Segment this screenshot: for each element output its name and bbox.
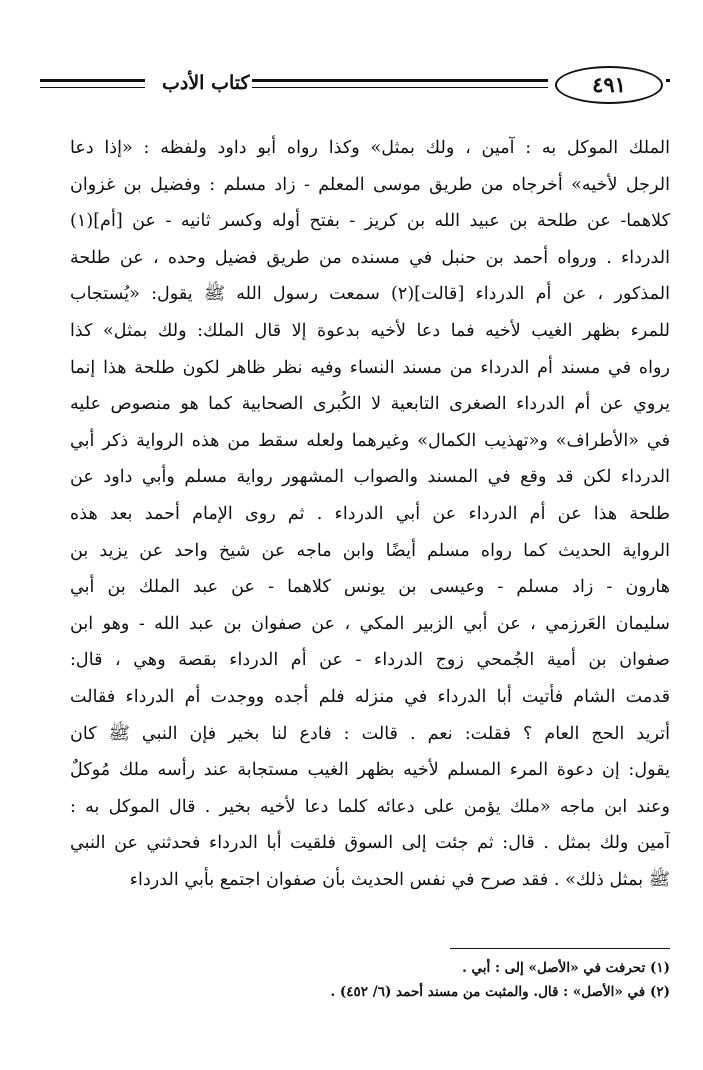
footnotes	[180, 956, 670, 1004]
text-line: طلحة هذا عن أم الدرداء عن أبي الدرداء . ثم روى الإمام أحمد بعد هذه	[70, 503, 670, 524]
text-line: قدمت الشام فأتيت أبا الدرداء في منزله فلم أجده ووجدت أم الدرداء فقالت	[70, 686, 670, 707]
text-line: ﷺ بمثل ذلك» . فقد صرح في نفس الحديث بأن صفوان اجتمع بأبي الدرداء	[129, 869, 670, 890]
header-rule-middle	[252, 79, 548, 82]
text-line: كلاهما- عن طلحة بن عبيد الله بن كريز - بفتح أوله وكسر ثانيه - عن [أم](١)	[70, 211, 670, 232]
text-line: للمرء بظهر الغيب لأخيه فما دعا لأخيه بدعوة إلا قال الملك: ولك بمثل» كذا	[70, 320, 670, 341]
text-line: الدرداء لكن قد وقع في المسند والصواب المشهور رواية مسلم وأبي داود عن	[70, 467, 670, 488]
header-rule-right	[666, 79, 670, 82]
text-line: هارون - زاد مسلم - وعيسى بن يونس كلاهما - عن عبد الملك بن أبي	[70, 577, 670, 598]
footnote: (١) تحرفت في «الأصل» إلى : أبي .	[462, 960, 670, 976]
text-line: صفوان بن أمية الجُمحي زوج الدرداء - عن أم الدرداء بقصة وهي ، قال:	[70, 650, 670, 671]
text-line: المذكور ، عن أم الدرداء [قالت](٢) سمعت رسول الله ﷺ يقول: «يُستجاب	[70, 284, 670, 305]
text-line: يروي عن أم الدرداء الصغرى التابعية لا الكُبرى الصحابية كما هو منصوص عليه	[70, 394, 670, 415]
text-line: الرجل لأخيه» أخرجاه من طريق موسى المعلم - زاد مسلم : وفضيل بن غزوان	[70, 174, 670, 195]
text-line: الدرداء . ورواه أحمد بن حنبل في مسنده من طريق فضيل وحده ، عن طلحة	[70, 247, 670, 268]
header-rule-middle-thin	[252, 87, 548, 88]
header-rule-left	[40, 79, 145, 82]
text-line: الرواية الحديث كما رواه مسلم أيضًا وابن ماجه عن شيخ واحد عن يزيد بن	[70, 540, 670, 561]
page-number: ٤٩١	[555, 66, 663, 104]
text-line: سليمان العَرزمي ، عن أبي الزبير المكي ، عن صفوان بن عبد الله - وهو ابن	[70, 613, 670, 634]
page-header	[40, 70, 670, 110]
text-line: وعند ابن ماجه «ملك يؤمن على دعائه كلما دعا لأخيه بخير . قال الموكل به :	[70, 796, 670, 817]
text-line: الملك الموكل به : آمين ، ولك بمثل» وكذا رواه أبو داود ولفظه : «إذا دعا	[70, 138, 670, 158]
text-line: أتريد الحج العام ؟ فقلت: نعم . قالت : فادع لنا بخير فإن النبي ﷺ كان	[70, 723, 670, 744]
footnote: (٢) في «الأصل» : قال. والمثبت من مسند أحمد (٦/ ٤٥٢) .	[330, 984, 670, 1000]
main-text	[70, 130, 670, 898]
header-rule-left-thin	[40, 87, 145, 88]
running-title: كتاب الأدب	[162, 72, 250, 94]
text-line: رواه في مسند أم الدرداء من مسند النساء وفيه نظر ظاهر لكون طلحة هذا إنما	[70, 357, 670, 378]
footnote-divider	[450, 948, 670, 949]
text-line: آمين ولك بمثل . قال: ثم جئت إلى السوق فلقيت أبا الدرداء فحدثني عن النبي	[70, 833, 670, 854]
text-line: في «الأطراف» و«تهذيب الكمال» وغيرهما ولعله سقط من هذه الرواية ذكر أبي	[70, 430, 670, 451]
text-line: يقول: إن دعوة المرء المسلم لأخيه بظهر الغيب مستجابة عند رأسه ملك مُوكلٌ	[70, 760, 670, 781]
